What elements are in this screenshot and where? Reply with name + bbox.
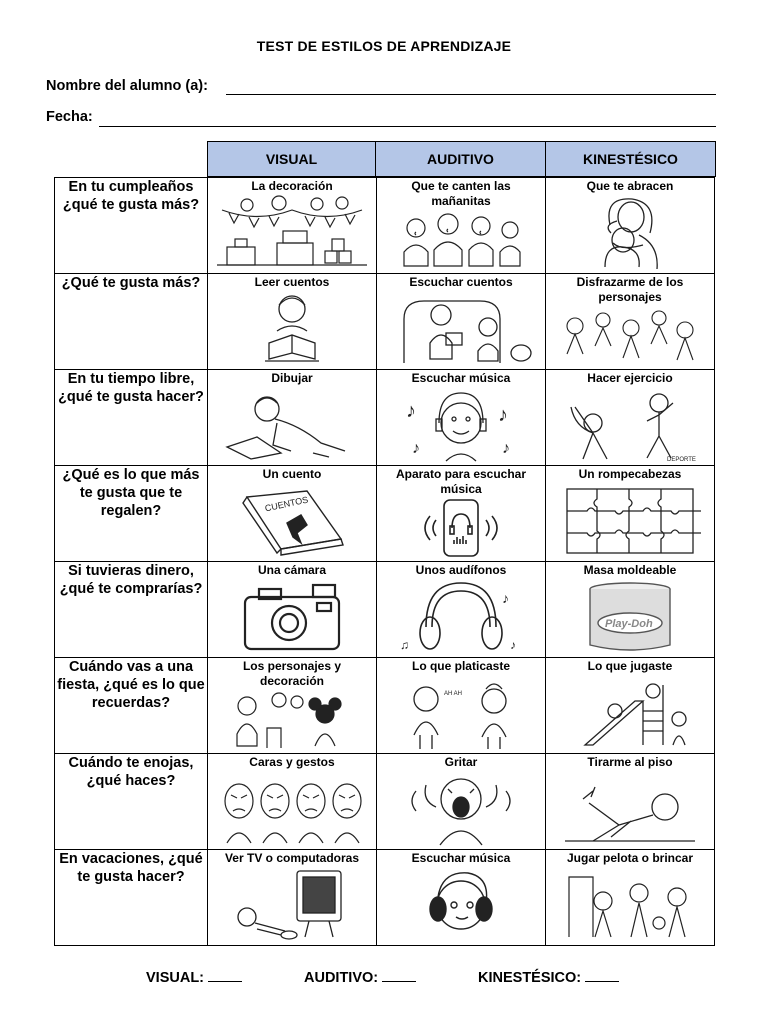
option-label: Los personajes y decoración [242, 659, 342, 688]
option-label: Masa moldeable [583, 563, 677, 577]
camera-icon [214, 579, 370, 654]
child-headphones-music-icon [383, 387, 539, 462]
option-label: Hacer ejercicio [587, 371, 673, 385]
child-reading-icon [214, 291, 370, 366]
costume-characters-icon [552, 306, 708, 366]
option-label: Que te canten las mañanitas [411, 179, 511, 208]
question-cell: En tu cumpleaños ¿qué te gusta más? [55, 178, 208, 274]
svg-text:♫: ♫ [400, 638, 409, 652]
date-field[interactable] [99, 126, 716, 127]
option-label: Aparato para escuchar música [395, 467, 527, 496]
child-headphones-icon [383, 867, 539, 942]
column-header-auditivo: AUDITIVO [375, 141, 546, 177]
option-auditivo[interactable] [377, 658, 546, 754]
option-kinestesico[interactable] [546, 466, 715, 562]
modeling-dough-icon [552, 579, 708, 654]
talk-bubble-text: AH AH [444, 691, 463, 697]
svg-text:♪: ♪ [510, 638, 516, 652]
headphones-icon [383, 579, 539, 654]
children-talking-icon [383, 675, 539, 750]
question-cell: ¿Qué te gusta más? [55, 274, 208, 370]
party-characters-icon [214, 690, 370, 750]
option-label: Leer cuentos [254, 275, 330, 289]
svg-text:♪: ♪ [406, 400, 416, 422]
table-row [55, 658, 715, 754]
option-visual[interactable] [208, 466, 377, 562]
visual-score-field[interactable] [208, 969, 242, 982]
option-kinestesico[interactable] [546, 274, 715, 370]
footer-auditivo [304, 969, 416, 986]
table-row [55, 370, 715, 466]
table-row [55, 466, 715, 562]
option-label: Escuchar música [411, 851, 511, 865]
option-label: Tirarme al piso [587, 755, 673, 769]
listening-story-icon [383, 291, 539, 366]
children-exercise-icon [552, 387, 708, 462]
option-auditivo[interactable] [377, 274, 546, 370]
option-label: Lo que jugaste [587, 659, 673, 673]
footer-kinestesico-label: KINESTÉSICO: [478, 970, 582, 986]
option-label: Unos audífonos [415, 563, 507, 577]
student-name-field[interactable] [226, 94, 716, 95]
option-label: Que te abracen [586, 179, 674, 193]
question-cell: ¿Qué es lo que más te gusta que te regalen? [55, 466, 208, 562]
option-label: Dibujar [271, 371, 313, 385]
playground-slide-icon [552, 675, 708, 750]
option-label: Jugar pelota o brincar [566, 851, 694, 865]
option-label: Gritar [444, 755, 478, 769]
table-row [55, 274, 715, 370]
option-label: Lo que platicaste [411, 659, 511, 673]
hugging-mother-child-icon [552, 195, 708, 270]
option-visual[interactable] [208, 658, 377, 754]
dough-brand-text: Play-Doh [605, 618, 653, 630]
option-visual[interactable] [208, 274, 377, 370]
option-label: Disfrazarme de los personajes [576, 275, 684, 304]
option-label: Escuchar música [411, 371, 511, 385]
option-visual[interactable] [208, 370, 377, 466]
question-cell: En tu tiempo libre, ¿qué te gusta hacer? [55, 370, 208, 466]
option-kinestesico[interactable] [546, 562, 715, 658]
svg-text:♪: ♪ [412, 440, 420, 457]
deporte-sign-text: DEPORTE [667, 457, 696, 462]
child-drawing-icon [214, 387, 370, 462]
child-on-floor-icon [552, 771, 708, 846]
option-visual[interactable] [208, 562, 377, 658]
option-kinestesico[interactable] [546, 754, 715, 850]
option-label: Ver TV o computadoras [224, 851, 360, 865]
option-visual[interactable] [208, 850, 377, 946]
footer-visual-label: VISUAL: [146, 970, 204, 986]
footer-kinestesico [478, 969, 619, 986]
auditivo-score-field[interactable] [382, 969, 416, 982]
option-label: La decoración [251, 179, 333, 193]
option-visual[interactable] [208, 754, 377, 850]
table-row [55, 754, 715, 850]
option-auditivo[interactable] [377, 178, 546, 274]
svg-text:♪: ♪ [498, 404, 508, 426]
children-playing-ball-icon [552, 867, 708, 942]
option-label: Una cámara [257, 563, 327, 577]
option-label: Caras y gestos [249, 755, 335, 769]
page-title: TEST DE ESTILOS DE APRENDIZAJE [256, 38, 512, 54]
option-kinestesico[interactable] [546, 850, 715, 946]
option-auditivo[interactable] [377, 754, 546, 850]
option-visual[interactable] [208, 178, 377, 274]
option-auditivo[interactable] [377, 370, 546, 466]
student-name-label: Nombre del alumno (a): [46, 78, 208, 94]
option-kinestesico[interactable] [546, 370, 715, 466]
storybook-icon [214, 483, 370, 558]
question-cell: Si tuvieras dinero, ¿qué te comprarías? [55, 562, 208, 658]
phone-headphones-icon [383, 498, 539, 558]
question-cell: En vacaciones, ¿qué te gusta hacer? [55, 850, 208, 946]
option-auditivo[interactable] [377, 562, 546, 658]
option-kinestesico[interactable] [546, 658, 715, 754]
option-label: Un rompecabezas [578, 467, 682, 481]
storybook-cover-text: CUENTOS [264, 494, 309, 514]
question-cell: Cuándo vas a una fiesta, ¿qué es lo que recuerdas? [55, 658, 208, 754]
singing-family-icon [383, 210, 539, 270]
column-header-visual: VISUAL [207, 141, 376, 177]
option-kinestesico[interactable] [546, 178, 715, 274]
question-cell: Cuándo te enojas, ¿qué haces? [55, 754, 208, 850]
option-label: Escuchar cuentos [409, 275, 513, 289]
column-header-kinestesico: KINESTÉSICO [545, 141, 716, 177]
footer-visual [146, 969, 242, 986]
option-auditivo[interactable] [377, 850, 546, 946]
date-label: Fecha: [46, 109, 93, 125]
svg-text:♪: ♪ [502, 440, 510, 457]
puzzle-icon [552, 483, 708, 558]
table-row [55, 562, 715, 658]
option-label: Un cuento [262, 467, 322, 481]
angry-faces-icon [214, 771, 370, 846]
kinestesico-score-field[interactable] [585, 969, 619, 982]
child-watching-tv-icon [214, 867, 370, 942]
table-row [55, 178, 715, 274]
learning-style-table [54, 177, 715, 946]
footer-auditivo-label: AUDITIVO: [304, 970, 379, 986]
svg-text:♪: ♪ [502, 590, 509, 606]
child-screaming-icon [383, 771, 539, 846]
option-auditivo[interactable] [377, 466, 546, 562]
party-decoration-icon [214, 195, 370, 270]
table-row [55, 850, 715, 946]
